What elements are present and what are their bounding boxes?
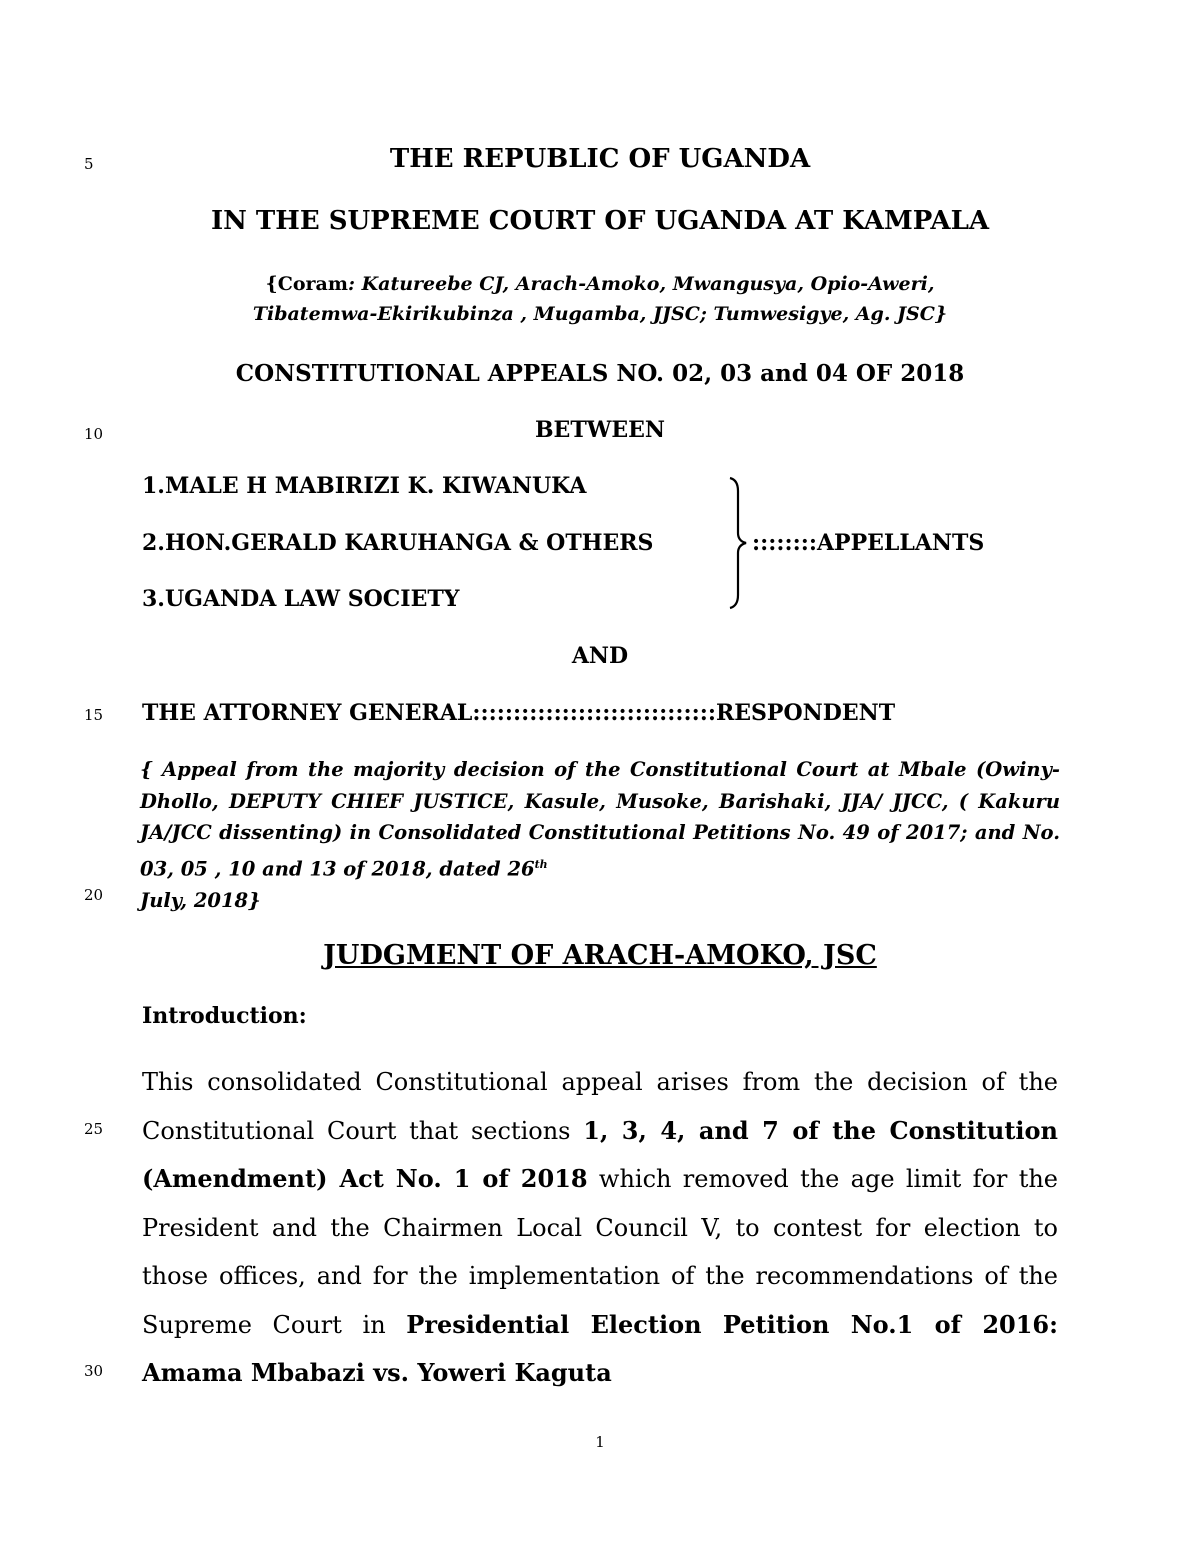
paragraph-bold-2: Presidential Election Petition No.1 of 2016: Amama Mbabazi vs. Yoweri Kaguta — [142, 1309, 1058, 1387]
line-number-15: 15 — [84, 706, 104, 724]
appellants-label: ::::::::APPELLANTS — [752, 530, 985, 556]
appeal-note-tail: July, 2018} — [140, 888, 261, 912]
coram-prefix: {Coram — [265, 273, 348, 295]
coram-line-2: Tibatemwa-Ekirikubinza , Mugamba, JJSC; Tumwesigye, Ag. JSC} — [252, 303, 948, 325]
appeal-note-text: { Appeal from the majority decision of the Constitutional Court at Mbale (Owiny-Dhollo, DEPUTY CHIEF JUSTICE, Kasule, Musoke, Barishaki, JJA/ JJCC, ( Kakuru JA/JCC dissenting) in Consolidated Constitutional Petitions No. 49 of 2017; and No. 03, 05 , 10 and 13 of 2018, dated 26 — [140, 758, 1060, 880]
coram-line-1: : Katureebe CJ, Arach-Amoko, Mwangusya, Opio-Aweri, — [347, 273, 935, 295]
appellant-2: 2.HON.GERALD KARUHANGA & OTHERS — [142, 530, 654, 556]
court-title: IN THE SUPREME COURT OF UGANDA AT KAMPALA — [210, 206, 990, 236]
appellant-3: 3.UGANDA LAW SOCIETY — [142, 586, 460, 612]
appellants-brace — [722, 475, 748, 611]
intro-heading: Introduction: — [142, 1003, 307, 1029]
line-number-5: 5 — [84, 155, 94, 173]
line-number-30: 30 — [84, 1362, 104, 1380]
introduction-paragraph — [142, 1058, 1058, 1398]
paragraph-bold-1: 1, 3, 4, and 7 of the Constitution (Amendment) Act No. 1 of 2018 — [142, 1115, 1058, 1193]
appeal-note — [140, 754, 1060, 916]
respondent: THE ATTORNEY GENERAL::::::::::::::::::::::::::::::RESPONDENT — [142, 700, 896, 726]
between-label: BETWEEN — [534, 417, 666, 443]
line-number-25: 25 — [84, 1120, 104, 1138]
page-number: 1 — [595, 1433, 605, 1451]
paragraph-text-2: which removed the age limit for the President and the Chairmen Local Council V, to contest for election to those offices, and for the implementation of the recommendations of the Supreme Court in — [142, 1165, 1058, 1339]
republic-title: THE REPUBLIC OF UGANDA — [389, 144, 811, 174]
line-number-10: 10 — [84, 425, 104, 443]
judgment-heading: JUDGMENT OF ARACH-AMOKO, JSC — [323, 940, 877, 971]
paragraph-text-1: This consolidated Constitutional appeal arises from the decision of the Constitutional Court that sections — [142, 1068, 1058, 1145]
and-label: AND — [571, 643, 629, 669]
appeal-note-superscript: th — [534, 857, 548, 871]
appellant-1: 1.MALE H MABIRIZI K. KIWANUKA — [142, 473, 587, 499]
line-number-20: 20 — [84, 886, 104, 904]
coram — [150, 269, 1050, 329]
appeals-title: CONSTITUTIONAL APPEALS NO. 02, 03 and 04 OF 2018 — [235, 360, 965, 387]
